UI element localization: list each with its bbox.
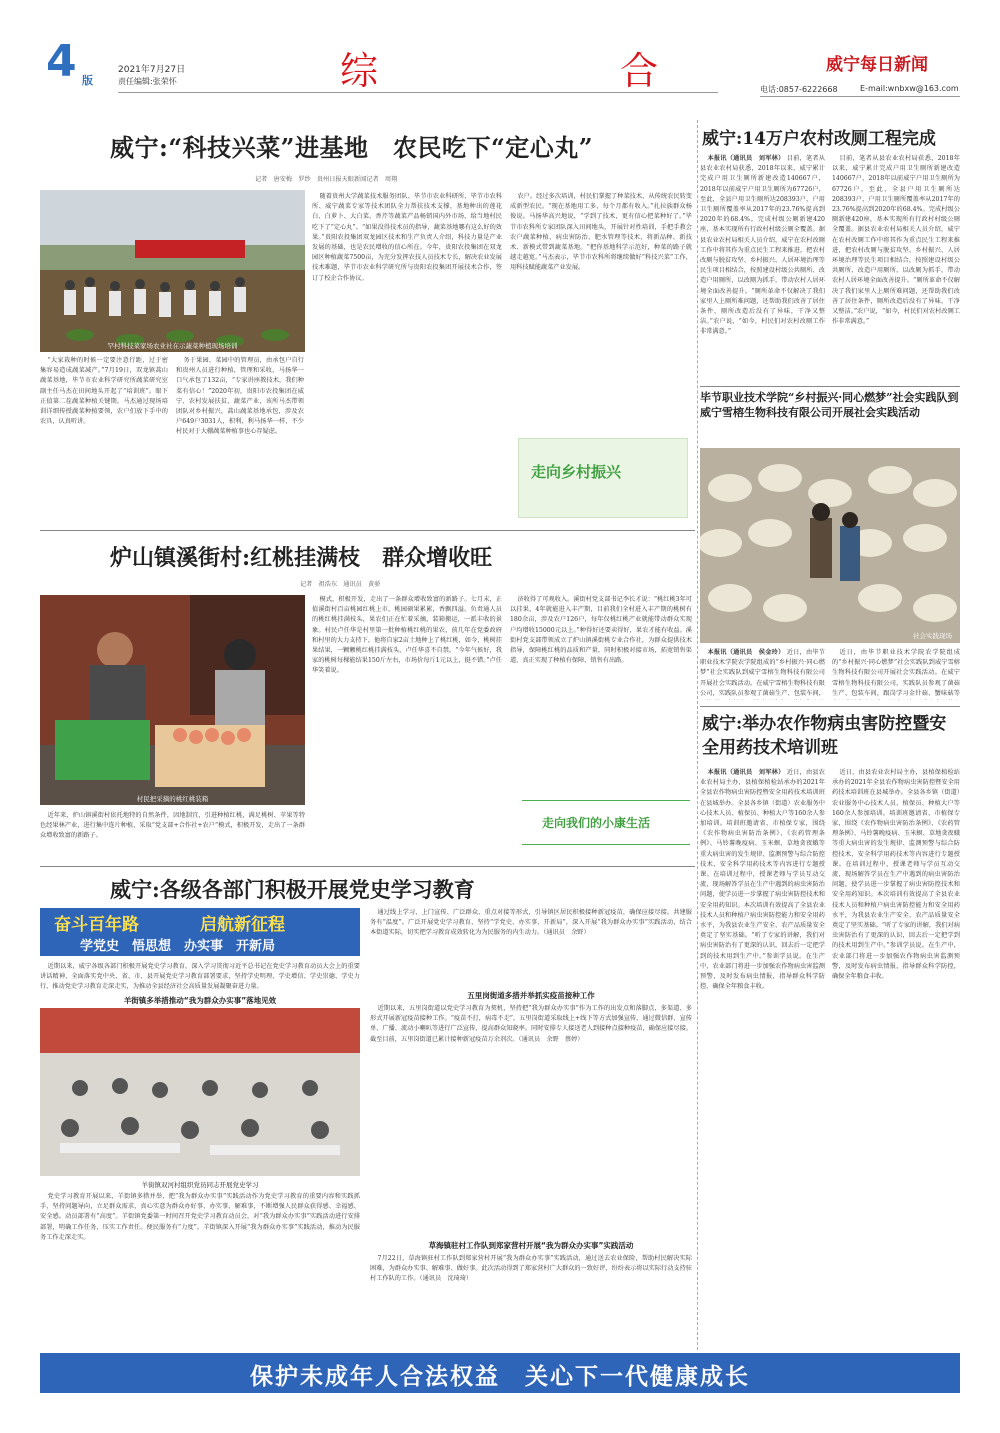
page-number-digit: 4 xyxy=(46,36,77,87)
column-divider xyxy=(697,120,698,1350)
article-column: 济收得了可观收入。溪街村党支部书记李长才说：“桃红桃3年可以挂果，4年就能进入丰产期，目前我们全村进入丰产期的桃树有180余亩，涉及农户126户，每年仅桃红桃产业就能带动群众实现户均增收15000元以上。”种得好还要卖得好，果农才能有收益。溪街村党支部带领成立了炉山镇溪街桃专业合作社，为群众提供技术指导，保障桃红桃的品质和产量，同时积极对接市场，拓宽销售渠道，真正实现了种植有保障、销售有出路。 xyxy=(510,596,692,665)
photo-caption: 罕村科技菜家场农业社在示蔬菜种植现场培训 xyxy=(107,342,238,350)
subheading: 羊街镇多举措推动“我为群众办实事”落地见效 xyxy=(123,996,277,1005)
mushroom-factory-photo xyxy=(700,448,960,643)
section-divider xyxy=(40,530,695,531)
photo-caption: 社会实践现场 xyxy=(913,632,952,640)
header-rule-left xyxy=(118,92,718,93)
article-intro: 近期以来，威宁各级各部门积极开展党史学习教育，深入学习贯彻习近平总书记在党史学习教育动员大会上的重要讲话精神，全面落实党中央、省、市、县开展党史学习教育部署要求，坚持学史明理、学史增信、学史崇德、学史力行，推动党史学习教育走深走实，为推动全县经济社会高质量发展凝聚奋进力量。 xyxy=(40,963,360,991)
party-history-banner xyxy=(40,908,360,956)
section-title-right: 合 xyxy=(620,49,659,93)
article-text: 近日，由毕节职业技术学院农学院组成的“乡村振兴·同心燃梦”社会实践队到威宁雪榕生物科技有限公司开展社会实践活动。在威宁雪榕生物科技有限公司，实践队员参观了菌菇生产、包装车间， xyxy=(700,649,825,697)
article-body-continued: 近日，由毕节职业技术学院农学院组成的“乡村振兴·同心燃梦”社会实践队到威宁雪榕生物科技有限公司开展社会实践活动。在威宁雪榕生物科技有限公司，实践队员参观了菌菇生产、包装车间，跟岗学习金针菇、蟹味菇等 xyxy=(832,649,960,697)
article-headline: 威宁:“科技兴菜”进基地 农民吃下“定心丸” xyxy=(110,133,594,162)
article-column: 党史学习教育开展以来，羊街镇多措并举，把“我为群众办实事”实践活动作为党史学习教育的重要内容和实践抓手，坚持问题导向，立足群众需求，真心实意为群众办好事、办实事、解难事，不断增强人民群众获得感、幸福感、安全感。动员部署有“高度”。羊街镇党委第一时间召开党史学习教育动员会，对“我为群众办实事”实践活动进行安排部署，明确工作任务，压实工作责任。便民服务有“力度”。羊街镇深入开展“我为群众办实事”实践活动，推动为民服务工作走深走实。 xyxy=(40,1193,360,1241)
xiaokang-badge xyxy=(522,800,690,845)
article-byline: 本报讯（通讯员 刘军林） xyxy=(707,769,785,776)
article-column: 务于果园、菜园中的管理员，由承包户自行和贵州人员进行种植，管理和采收，马扬华一口气承包了132亩，“专家讲座教技术，我们种菜有信心！”2020年初，贵阳市农投集团在威宁、农村发展扶贫，蔬菜产业，该所马杰带领团队对乡村振兴，蒿山蔬菜基地承包，涉及农户649户3031人，积利、利马扬华一样，不少村民对于大棚蔬菜种植事也心存疑虑。 xyxy=(176,357,304,436)
masthead xyxy=(40,36,960,100)
article-body xyxy=(700,154,825,382)
photo-caption: 羊街镇双河村组织党员同志开展党史学习 xyxy=(141,1181,259,1189)
photo-caption: 村民把采摘的桃红桃装箱 xyxy=(136,795,209,803)
banner-slogan-c: 学党史 悟思想 办实事 开新局 xyxy=(80,939,276,954)
rural-revival-label: 走向乡村振兴 xyxy=(531,463,622,481)
subheading: 五里岗街道多措并举抓实疫苗接种工作 xyxy=(467,991,595,1000)
article-byline: 记者 祖浩东 通讯员 黄骄 xyxy=(300,581,381,588)
section-divider xyxy=(40,866,695,867)
article-party-history xyxy=(40,870,695,1345)
article-column: 农户。经过多次培训，村民们掌握了种菜技术，从传统农民转变成新型农民。“现在基地用工多，每个月都有收入。”扎拉族群众杨俊说。马扬华高兴地说，“学到了技术，更有信心把菜种好了。”毕节市农科所专家团队深入田间地头，开展针对性培训，手把手教会农户蔬菜种植、病虫害防治、肥水管理等技术，将新品种、新技术、新模式带到蔬菜基地。“把你基地科学示范好，种菜的路子就越走越宽。”马杰表示，毕节市农科所将继续做好“科技兴菜”工作，用科技赋能蔬菜产业发展。 xyxy=(510,193,692,272)
header-rule-right xyxy=(760,96,960,97)
article-byline: 本报讯（通讯员 侯金玲） xyxy=(707,649,785,656)
footer-slogan-bar xyxy=(40,1353,960,1393)
article-byline: 本报讯（通讯员 刘军林） xyxy=(707,155,785,162)
article-headline: 毕节职业技术学院“乡村振兴·同心燃梦”社会实践队到威宁雪榕生物科技有限公司开展社会实践活动 xyxy=(700,391,959,419)
article-science-vegetables xyxy=(40,120,695,525)
article-column: 近期以来，五里岗街道以党史学习教育为契机，坚持把“我为群众办实事”作为工作的出发点和落脚点，多渠道、多形式开展新冠疫苗接种工作。“疫苗不打，病毒不走”，五里岗街道采取线上+线下等方式加强宣传，通过微信群、宣传单、广播、流动小喇叭等进行广泛宣传，提高群众知晓率。同时安排专人接送老人到接种点接种疫苗，确保应接尽接。截至目前，五里岗街道已累计接种新冠疫苗万余剂次。（通讯员 余野 蔡婷） xyxy=(370,1005,692,1043)
article-column: “大家栽种的时候一定要注意行距，过于密集容易造成蔬菜减产。”7月19日，双龙镇蒿山蔬菜基地，毕节市农业科学研究所蔬菜研究室副主任马杰在田间地头开起了“培训班”。眼下正值第二茬蔬菜种植关键期，马杰通过现场培训详细传授蔬菜种植要领，农户们放下手中的农具，认真听讲。 xyxy=(40,357,168,426)
section-divider xyxy=(700,706,960,707)
farm-training-photo xyxy=(40,190,305,352)
peach-packing-photo xyxy=(40,595,305,805)
brand-logo: 威宁每日新闻 xyxy=(826,55,928,75)
article-column: 近年来，炉山镇溪街村依托地特的自然条件，因地制宜，引进种植红桃，满足桃树、苹果等特色经果林产业，进行集中连片种植，采取“党支部+合作社+农户”模式，积极开发，走出了一条群众增收致富的新路子。 xyxy=(40,812,305,840)
article-body xyxy=(700,648,825,700)
article-headline: 威宁:各级各部门积极开展党史学习教育 xyxy=(110,877,475,902)
article-intro-continued: 通过线上学习、上门宣传、广泛群众、重点对接等形式，引导镇区居民积极接种新冠疫苗，确保应接尽接。共建服务有“温度”。广泛开展党史学习教育，坚持“学党史、办实事、开新局”，深入开展“我为群众办实事”实践活动，结合本街道实际，切实把学习教育成效转化为为民服务的内生动力。（通讯员 余野） xyxy=(370,909,692,937)
article-body-continued: 目前，笔者从县农业农村局获悉，2018年以来，威宁累计完成户用卫生厕所新建改造140667户，2018年以前威宁户用卫生厕所为67726户，至此，全县户用卫生厕所达208393户，户用卫生厕所覆盖率从2017年的23.76%提高到2020年的68.4%。完成村级公厕新建420座，基本实现所有行政村村级公厕全覆盖。据县农业农村局相关人员介绍，威宁在农村改厕工作中将其作为重点民生工程来推进，把农村改厕与脱贫攻坚、乡村振兴、人居环境治理等民生项目相结合，按照建设村级公共厕所、改造户用厕所，以改厕为抓手，带动农村人居环境全面改善提升。“厕所革命不仅解决了我们家里人上厕所难问题，还帮助我们改善了居住条件，厕所改造后没有了异味，干净又整洁。”农户说，“如今，村民们对农村改厕工作非常满意。” xyxy=(832,155,960,326)
article-column: 模式，积极开发，走出了一条群众增收致富的新路子。七月末，正值溪街村百亩桃园红桃上市，桃园硕果累累，香飘四溢。负责通人员的桃红桃挂满枝头，果农们正在忙着采摘，装箱搬运，一派丰收的景象。村民卢任华是村里第一批种植桃红桃的果农，前几年在党委政府和村里的大力支持下，他将自家2亩土地种上了桃红桃，如今，桃树挂果结果，一颗颗桃红桃挂满枝头，卢任华喜不自禁。“今年气候好，我家的桃树每棵能结果150斤左右，市场价每斤1元以上，挺不错。”卢任华笑着说。 xyxy=(312,596,502,675)
article-body xyxy=(700,768,825,1338)
subheading: 草海镇驻村工作队到郑家营村开展“我为群众办实事”实践活动 xyxy=(428,1241,634,1250)
article-text: 近日，由县农业农村局主办，县植保植检站承办的2021年全县农作物病虫害防控暨安全用药技术培训班在县城举办。全县各乡镇（街道）农业服务中心技术人员、植保员、种植大户等160余人参加培训。培训班邀请省、市植保专家，围绕《农作物病虫害防治条例》、《农药管理条例》、马铃薯晚疫病、玉米螟、草地贪夜蛾等重大病虫害的发生规律、监测预警与综合防控技术、安全科学用药技术等内容进行专题授课。在培训过程中，授课老师与学员互动交流，现场解答学员在生产中遇到的病虫害防治问题，使学员进一步掌握了病虫害防控技术和安全用药知识。本次培训有效提高了全县农业技术人员和种植户病虫害防控能力和安全用药水平，为我县农业生产安全、农产品质量安全奠定了坚实基础。“听了专家的讲解，我们对病虫害防治有了更深的认识，回去后一定把学到的技术用到生产中。”参训学员说。在生产中，农业部门将进一步加强农作物病虫害监测预警，及时发布病虫情报，指导群众科学防控，确保全年粮食丰收。 xyxy=(700,769,825,991)
article-headline: 炉山镇溪街村:红桃挂满枝 群众增收旺 xyxy=(110,545,493,571)
article-column: 7月22日，草海镇驻村工作队到郑家营村开展“我为群众办实事”实践活动，通过送去农业保险，帮助村民解决实际困难，为群众办实事、解难事、做好事。此次活动得到了郑家营村广大群众的一致好评，纷纷表示将以实际行动支持驻村工作队的工作。（通讯员 沈琦琦） xyxy=(370,1255,692,1283)
article-body-continued: 近日，由县农业农村局主办，县植保植检站承办的2021年全县农作物病虫害防控暨安全用药技术培训班在县城举办。全县各乡镇（街道）农业服务中心技术人员、植保员、种植大户等160余人参加培训。培训班邀请省、市植保专家，围绕《农作物病虫害防治条例》、《农药管理条例》、马铃薯晚疫病、玉米螟、草地贪夜蛾等重大病虫害的发生规律、监测预警与综合防控技术、安全科学用药技术等内容进行专题授课。在培训过程中，授课老师与学员互动交流，现场解答学员在生产中遇到的病虫害防治问题，使学员进一步掌握了病虫害防控技术和安全用药知识。本次培训有效提高了全县农业技术人员和种植户病虫害防控能力和安全用药水平，为我县农业生产安全、农产品质量安全奠定了坚实基础。“听了专家的讲解，我们对病虫害防治有了更深的认识，回去后一定把学到的技术用到生产中。”参训学员说。在生产中，农业部门将进一步加强农作物病虫害监测预警，及时发布病虫情报，指导群众科学防控，确保全年粮食丰收。 xyxy=(832,769,960,981)
article-column: 随着贵州大学蔬菜技术服务团队、毕节市农业科研所、毕节市农科所、威宁蔬菜专家等技术团队全力帮扶技术支撑，基地种出的莲花白、白萝卜、大白菜、香芹等蔬菜产品畅销国内外市场，给当地村民吃下了“定心丸”。“如果没得技术员的指导，蔬菜基地哪有这么好的效果。”贵阳农投集团双龙园区技术和生产负责人介绍，科技力量是产业发展的基础，也是农民增收的信心所在。今年，贵阳农投集团在双龙园区种植蔬菜7500亩，为充分发挥农技人员技术专长，解决农业发展技术难题，毕节市农业科学研究所与贵阳农投集团开展技术合作，签订了校企合作协议。 xyxy=(312,193,502,282)
article-text: 目前，笔者从县农业农村局获悉，2018年以来，威宁累计完成户用卫生厕所新建改造140667户，2018年以前威宁户用卫生厕所为67726户，至此，全县户用卫生厕所达208393户，户用卫生厕所覆盖率从2017年的23.76%提高到2020年的68.4%。完成村级公厕新建420座，基本实现所有行政村村级公厕全覆盖。据县农业农村局相关人员介绍，威宁在农村改厕工作中将其作为重点民生工程来推进，把农村改厕与脱贫攻坚、乡村振兴、人居环境治理等民生项目相结合，按照建设村级公共厕所、改造户用厕所，以改厕为抓手，带动农村人居环境全面改善提升。“厕所革命不仅解决了我们家里人上厕所难问题，还帮助我们改善了居住条件，厕所改造后没有了异味，干净又整洁。”农户说，“如今，村民们对农村改厕工作非常满意。” xyxy=(700,155,825,336)
xiaokang-badge-label: 走向我们的小康生活 xyxy=(542,816,651,830)
issue-date: 2021年7月27日 xyxy=(118,65,186,75)
contact-email: E-mail:wnbxw@163.com xyxy=(860,84,959,93)
editor-credit: 责任编辑:张荣怀 xyxy=(118,77,177,86)
section-title-left: 综 xyxy=(340,49,379,93)
article-toilet-renovation xyxy=(700,120,960,385)
article-social-practice xyxy=(700,390,960,700)
classroom-photo xyxy=(40,1008,360,1176)
article-pest-control xyxy=(700,712,960,1342)
page-number-suffix: 版 xyxy=(82,74,93,87)
article-byline: 记者 唐安梅 罗纱 贵州日报天眼新闻记者 周翔 xyxy=(255,176,398,183)
article-red-peach xyxy=(40,535,695,865)
footer-slogan: 保护未成年人合法权益 关心下一代健康成长 xyxy=(250,1364,750,1390)
banner-slogan-b: 启航新征程 xyxy=(200,915,285,935)
article-headline: 威宁:14万户农村改厕工程完成 xyxy=(702,129,936,149)
banner-slogan-a: 奋斗百年路 xyxy=(54,915,139,935)
section-divider xyxy=(700,386,960,387)
rural-revival-badge xyxy=(518,438,688,518)
contact-phone: 电话:0857-6222668 xyxy=(760,85,838,94)
page-number xyxy=(40,36,93,90)
article-headline: 威宁:举办农作物病虫害防控暨安全用药技术培训班 xyxy=(702,714,947,758)
